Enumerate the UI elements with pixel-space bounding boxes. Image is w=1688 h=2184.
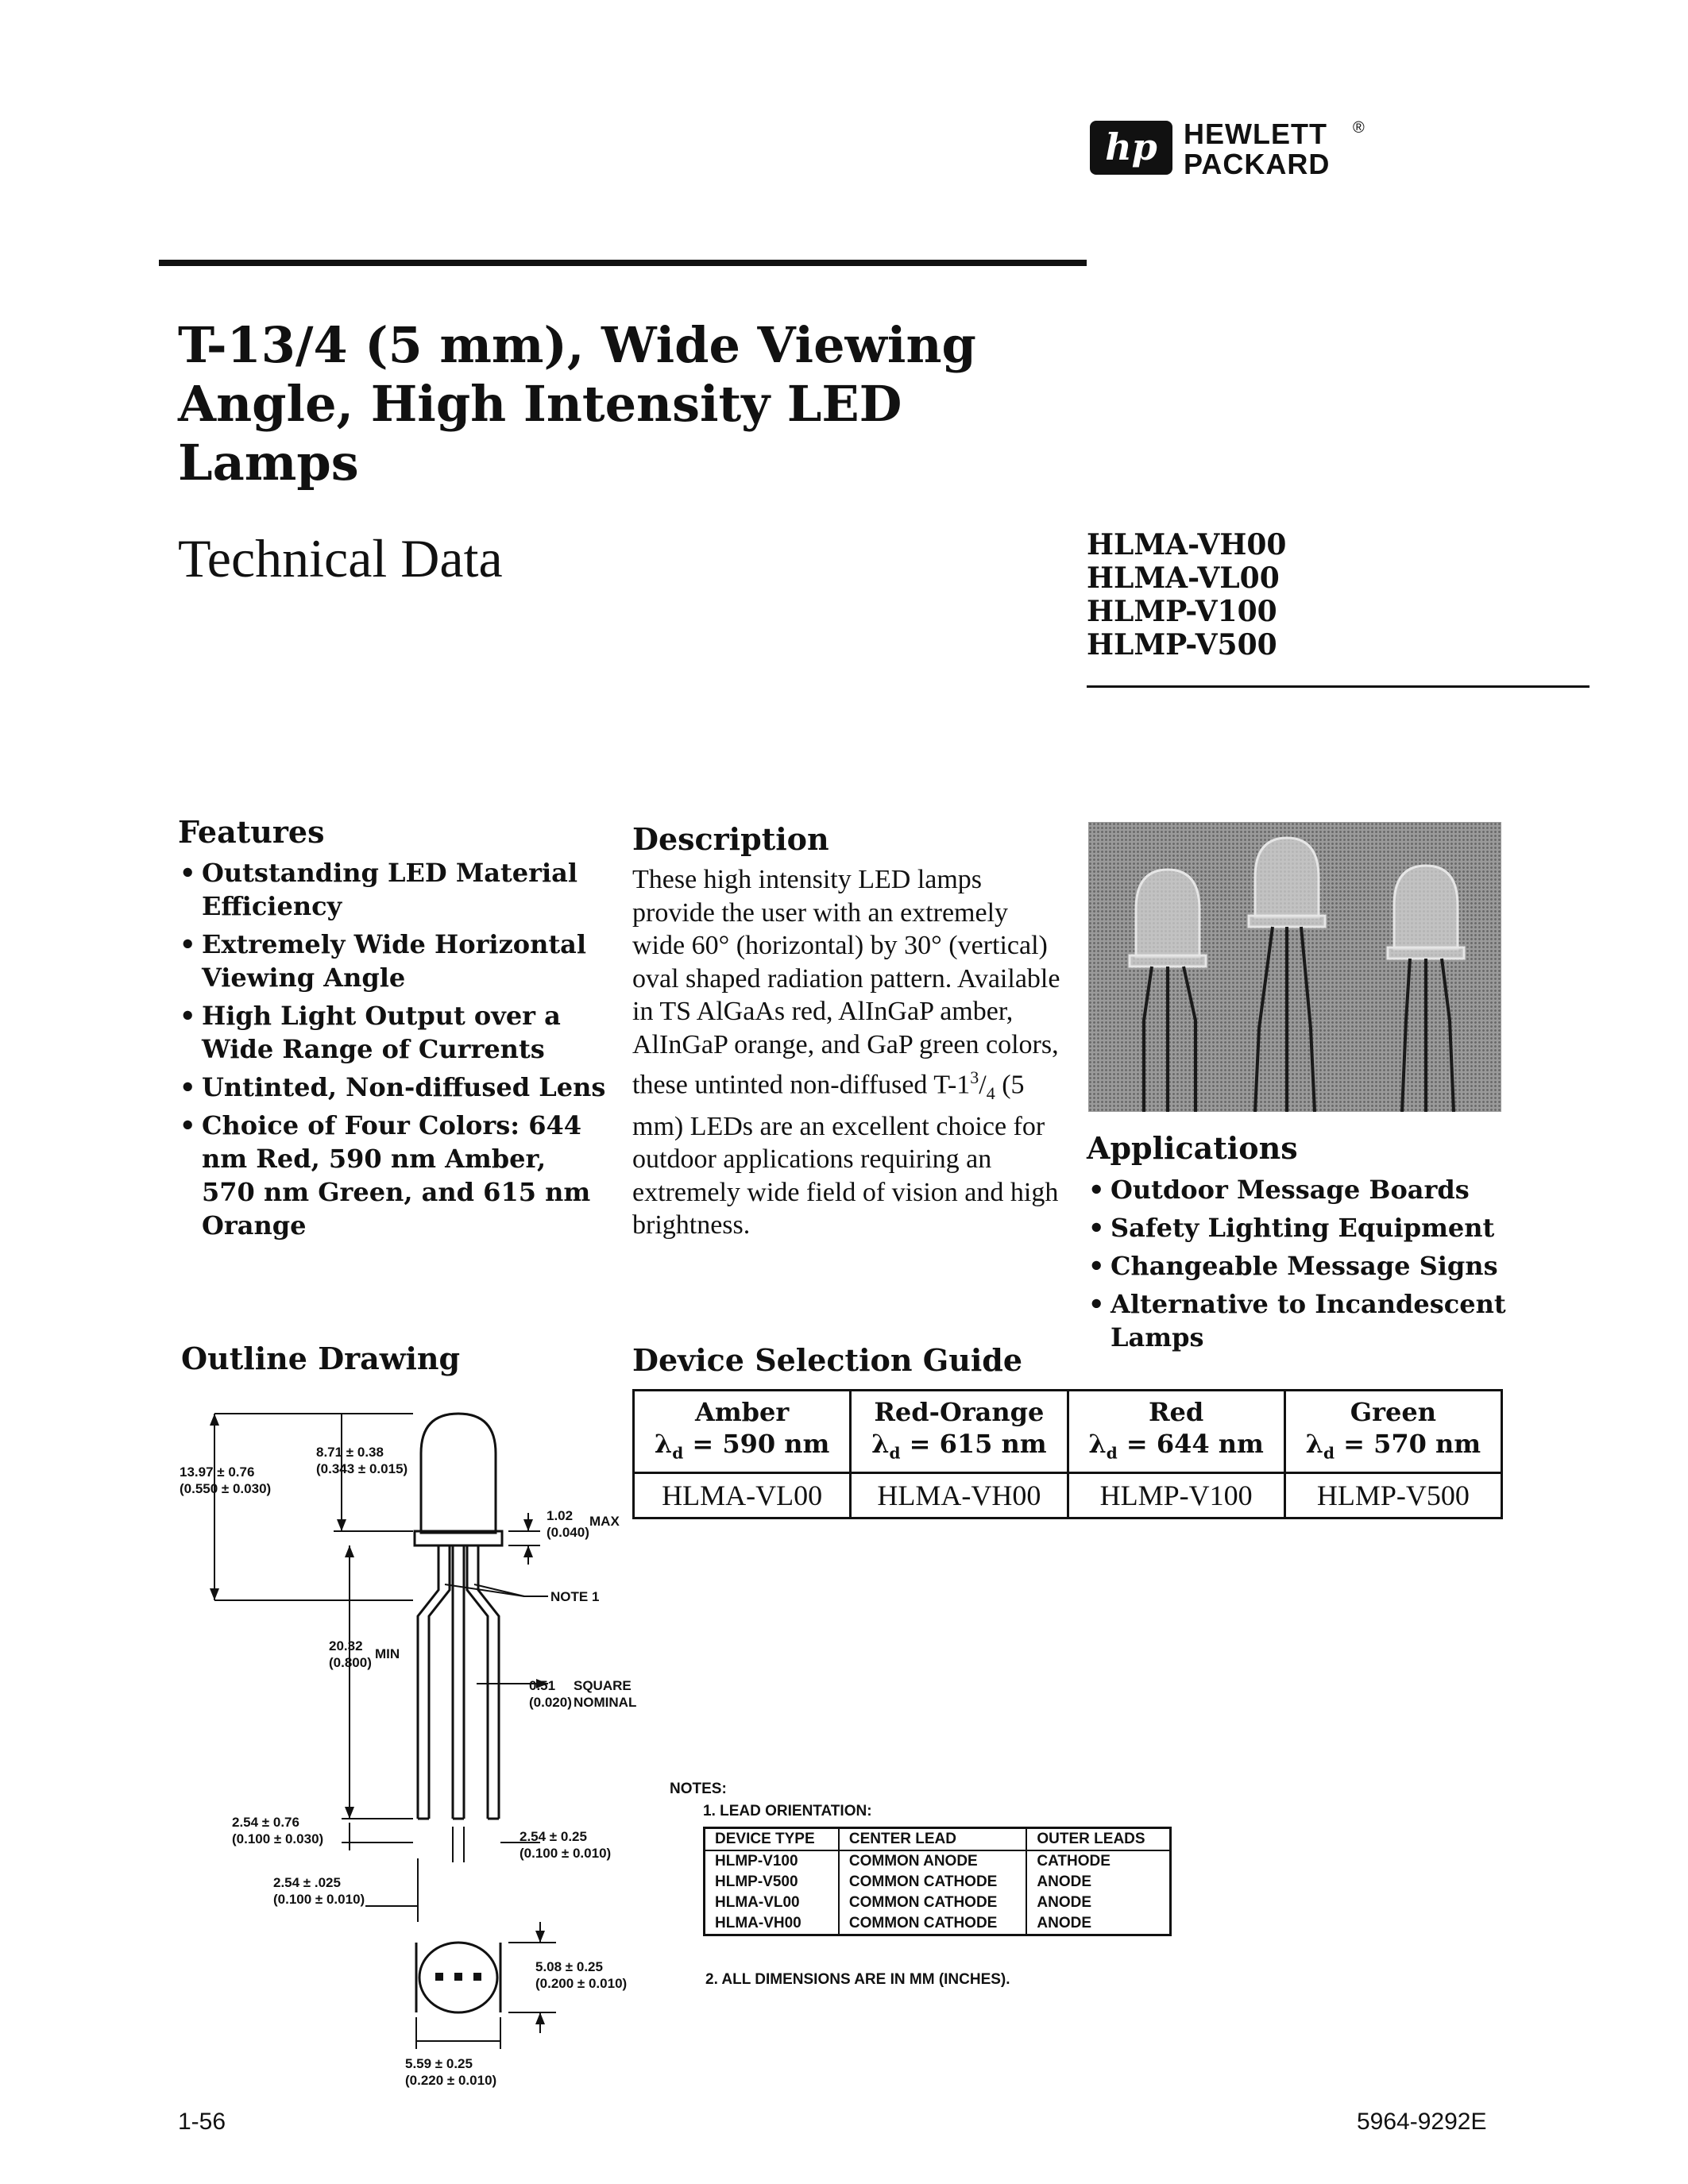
fraction-denominator: 4 (986, 1083, 995, 1104)
dim-lead-pitch (273, 1874, 365, 1908)
table-header-cell: CENTER LEAD (839, 1828, 1027, 1851)
lambda-symbol: λ (1305, 1429, 1324, 1459)
list-item: • Outdoor Message Boards (1087, 1173, 1532, 1206)
lambda-subscript: d (889, 1443, 901, 1463)
table-cell: COMMON ANODE (839, 1850, 1027, 1872)
note-1-text: 1. LEAD ORIENTATION: (703, 1803, 872, 1819)
dim-value: 2.54 ± 0.76 (232, 1815, 299, 1830)
description-body-end: (5 mm) LEDs are an excellent choice for outdoor applications requiring an extremely wide field of vision and high brightness. (632, 1070, 1059, 1241)
list-item: • Alternative to Incandescent Lamps (1087, 1287, 1532, 1354)
table-cell: ANODE (1026, 1872, 1170, 1893)
document-subtitle: Technical Data (178, 528, 503, 588)
table-cell: COMMON CATHODE (839, 1913, 1027, 1935)
description-body: These high intensity LED lamps provide the user with an extremely wide 60° (horizontal) by 30° (vertical) oval shaped radiation pattern. Available in TS AlGaAs red, AlInGaP amber, AlInGaP orange, and GaP green colors, these untinted non-diffused T-1 (632, 865, 1060, 1100)
dim-lead-offset (232, 1814, 323, 1847)
dim-body-width (316, 1444, 408, 1477)
table-cell: HLMP-V100 (705, 1850, 839, 1872)
table-header-cell (1284, 1391, 1501, 1473)
color-name: Red-Orange (874, 1397, 1045, 1427)
table-row (705, 1872, 1171, 1893)
dim-value-inches: (0.200 ± 0.010) (535, 1976, 628, 1991)
table-row (634, 1391, 1502, 1473)
table-header-cell: OUTER LEADS (1026, 1828, 1170, 1851)
table-cell: CATHODE (1026, 1850, 1170, 1872)
applications-heading: Applications (1087, 1130, 1298, 1166)
page-number: 1-56 (178, 2109, 226, 2135)
note-1-label: NOTE 1 (550, 1589, 600, 1604)
table-row (705, 1913, 1171, 1935)
document-title: T-13/4 (5 mm), Wide Viewing Angle, High Intensity LED Lamps (178, 316, 976, 492)
dim-lead-spacing (520, 1828, 611, 1862)
part-number: HLMP-V500 (1087, 628, 1277, 662)
lambda-symbol: λ (654, 1429, 673, 1459)
notes-heading: NOTES: (670, 1781, 727, 1797)
part-number: HLMP-V100 (1087, 595, 1277, 628)
list-item: • Choice of Four Colors: 644 nm Red, 590 nm Amber, 570 nm Green, and 615 nm Orange (178, 1109, 607, 1242)
lambda-subscript: d (1106, 1443, 1118, 1463)
table-row (705, 1893, 1171, 1913)
list-item: • Changeable Message Signs (1087, 1249, 1532, 1283)
table-cell: HLMA-VL00 (634, 1473, 851, 1518)
dim-value: 13.97 ± 0.76 (180, 1464, 255, 1480)
dim-value-inches: (0.100 ± 0.010) (520, 1846, 612, 1861)
selection-guide-heading: Device Selection Guide (632, 1342, 1023, 1378)
lambda-symbol: λ (1088, 1429, 1107, 1459)
color-name: Green (1350, 1397, 1436, 1427)
dim-lead-square (529, 1677, 572, 1711)
selection-guide-table (632, 1389, 1503, 1519)
table-row (705, 1850, 1171, 1872)
table-cell: HLMP-V500 (1284, 1473, 1501, 1518)
dim-lead-square-note (574, 1677, 636, 1711)
list-item: • Untinted, Non-diffused Lens (178, 1071, 607, 1104)
fraction-numerator: 3 (970, 1067, 979, 1087)
outline-drawing-heading: Outline Drawing (181, 1341, 461, 1376)
lambda-subscript: d (1323, 1443, 1335, 1463)
dim-value: 5.08 ± 0.25 (535, 1959, 603, 1974)
table-header-cell (1068, 1391, 1284, 1473)
description-text: These high intensity LED lamps provide the user with an extremely wide 60° (horizontal) by 30° (vertical) oval shaped radiation pattern. Available in TS AlGaAs red, AlInGaP amber, AlInGaP orange, and GaP green colors, these untinted non-diffused $T-1^3/_4$ (5 mm) LEDs are an excellent choice for outdoor applications requiring an extremely wide field of vision and high brightness. (632, 865, 1060, 1241)
list-item: • High Light Output over a Wide Range of Currents (178, 999, 607, 1066)
dim-value: 2.54 ± 0.25 (520, 1829, 587, 1844)
table-cell: COMMON CATHODE (839, 1893, 1027, 1913)
list-item: • Outstanding LED Material Efficiency (178, 856, 607, 923)
note-2-text: 2. ALL DIMENSIONS ARE IN MM (INCHES). (705, 1971, 1010, 1988)
table-cell: HLMP-V500 (705, 1872, 839, 1893)
dim-value-inches: (0.343 ± 0.015) (316, 1461, 408, 1476)
dim-lead-min: MIN (375, 1646, 400, 1661)
color-name: Amber (694, 1397, 790, 1427)
wavelength: = 644 nm (1117, 1429, 1264, 1459)
table-header-cell: DEVICE TYPE (705, 1828, 839, 1851)
list-item: • Extremely Wide Horizontal Viewing Angle (178, 928, 607, 994)
table-cell: HLMA-VL00 (705, 1893, 839, 1913)
table-cell: HLMA-VH00 (705, 1913, 839, 1935)
table-row (634, 1473, 1502, 1518)
dim-value-inches: (0.100 ± 0.030) (232, 1831, 324, 1846)
dim-value: 8.71 ± 0.38 (316, 1445, 384, 1460)
table-cell: ANODE (1026, 1893, 1170, 1913)
table-header-cell (851, 1391, 1068, 1473)
dim-value-inches: (0.800) (329, 1655, 372, 1670)
dim-value-inches: (0.020) (529, 1695, 572, 1710)
dim-note: SQUARE (574, 1678, 632, 1693)
lead-orientation-table (703, 1827, 1172, 1936)
dim-value: 0.51 (529, 1678, 556, 1693)
dim-value-inches: (0.550 ± 0.030) (180, 1481, 272, 1496)
dim-base-major (405, 2055, 496, 2089)
part-number: HLMA-VL00 (1087, 561, 1280, 595)
logo-line-1: HEWLETT (1184, 118, 1327, 150)
dim-flange-max: MAX (589, 1514, 620, 1529)
table-cell: HLMP-V100 (1068, 1473, 1284, 1518)
dim-value: 1.02 (547, 1508, 574, 1523)
dim-overall-height (180, 1464, 271, 1497)
dim-value: 20.32 (329, 1638, 363, 1653)
lambda-subscript: d (672, 1443, 684, 1463)
dim-value-inches: (0.100 ± 0.010) (273, 1892, 365, 1907)
dim-lead-length (329, 1638, 372, 1671)
dim-value: 2.54 ± .025 (273, 1875, 341, 1890)
features-heading: Features (178, 814, 325, 850)
part-number: HLMA-VH00 (1087, 528, 1287, 561)
registered-mark: ® (1353, 119, 1365, 137)
dim-note: NOMINAL (574, 1695, 637, 1710)
dim-base-minor (535, 1958, 627, 1992)
dim-flange (547, 1507, 589, 1541)
table-cell: HLMA-VH00 (851, 1473, 1068, 1518)
table-header-cell (634, 1391, 851, 1473)
dim-value-inches: (0.040) (547, 1525, 589, 1540)
dim-value: 5.59 ± 0.25 (405, 2056, 473, 2071)
lambda-symbol: λ (871, 1429, 890, 1459)
wavelength: = 590 nm (683, 1429, 830, 1459)
table-cell: ANODE (1026, 1913, 1170, 1935)
table-row (705, 1828, 1171, 1851)
logo-mark-text: hp (1105, 125, 1157, 168)
color-name: Red (1148, 1397, 1204, 1427)
wavelength: = 615 nm (900, 1429, 1047, 1459)
description-heading: Description (632, 821, 829, 857)
table-cell: COMMON CATHODE (839, 1872, 1027, 1893)
list-item: • Safety Lighting Equipment (1087, 1211, 1532, 1244)
document-number: 5964-9292E (1357, 2109, 1487, 2135)
logo-line-2: PACKARD (1184, 148, 1331, 180)
dim-value-inches: (0.220 ± 0.010) (405, 2073, 497, 2088)
wavelength: = 570 nm (1335, 1429, 1481, 1459)
